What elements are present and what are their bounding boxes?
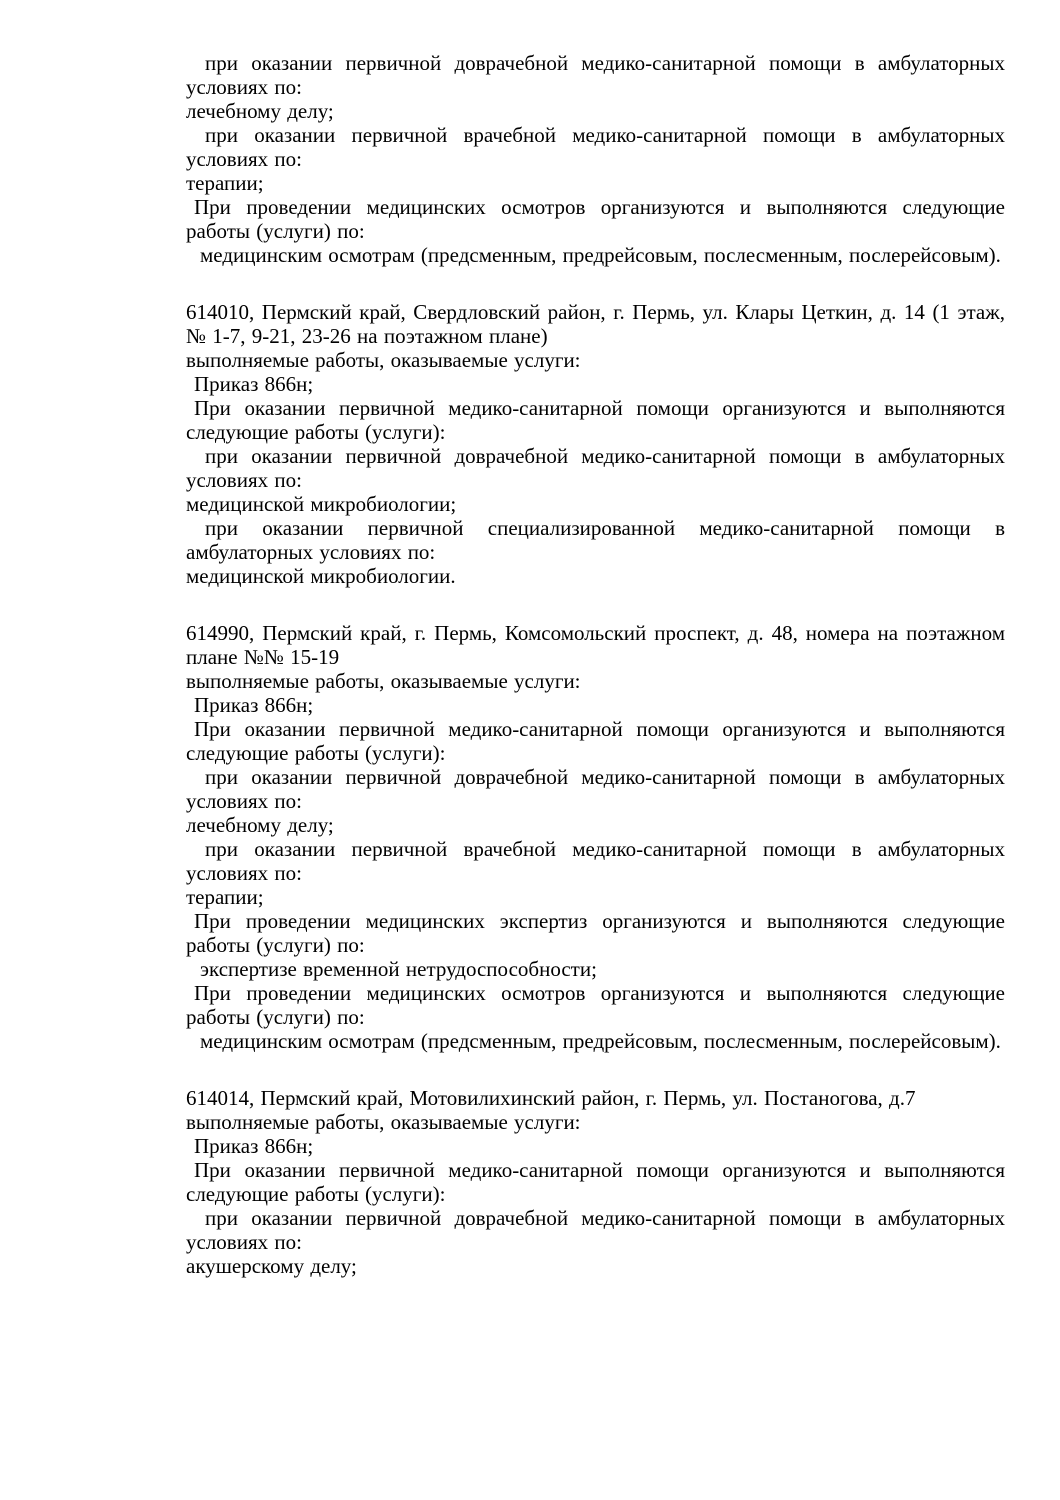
service-paragraph: При оказании первичной медико-санитарной помощи организуются и выполняются следующие работы (услуги): xyxy=(186,717,1005,765)
service-paragraph: При проведении медицинских осмотров организуются и выполняются следующие работы (услуги) по: xyxy=(186,195,1005,243)
service-paragraph: при оказании первичной врачебной медико-санитарной помощи в амбулаторных условиях по: xyxy=(186,123,1005,171)
address-line: 614010, Пермский край, Свердловский район, г. Пермь, ул. Клары Цеткин, д. 14 (1 этаж, № 1-7, 9-21, 23-26 на поэтажном плане) xyxy=(186,300,1005,348)
service-item: медицинской микробиологии. xyxy=(186,564,456,588)
address-line: 614990, Пермский край, г. Пермь, Комсомольский проспект, д. 48, номера на поэтажном плане №№ 15-19 xyxy=(186,621,1005,669)
license-section-614010 xyxy=(186,300,1005,588)
service-paragraph: При проведении медицинских экспертиз организуются и выполняются следующие работы (услуги) по: xyxy=(186,909,1005,957)
order-reference: Приказ 866н; xyxy=(194,1134,314,1158)
service-paragraph: при оказании первичной специализированной медико-санитарной помощи в амбулаторных условиях по: xyxy=(186,516,1005,564)
services-label: выполняемые работы, оказываемые услуги: xyxy=(186,1110,581,1134)
service-paragraph: при оказании первичной доврачебной медико-санитарной помощи в амбулаторных условиях по: xyxy=(186,1206,1005,1254)
license-document xyxy=(186,51,1005,1278)
service-paragraph: при оказании первичной доврачебной медико-санитарной помощи в амбулаторных условиях по: xyxy=(186,765,1005,813)
license-section-continuation xyxy=(186,51,1005,267)
service-item: акушерскому делу; xyxy=(186,1254,357,1278)
service-paragraph: экспертизе временной нетрудоспособности; xyxy=(200,957,597,981)
service-paragraph: При оказании первичной медико-санитарной помощи организуются и выполняются следующие работы (услуги): xyxy=(186,396,1005,444)
service-paragraph: при оказании первичной доврачебной медико-санитарной помощи в амбулаторных условиях по: xyxy=(186,444,1005,492)
services-label: выполняемые работы, оказываемые услуги: xyxy=(186,348,581,372)
service-item: терапии; xyxy=(186,171,264,195)
order-reference: Приказ 866н; xyxy=(194,693,314,717)
service-paragraph: при оказании первичной доврачебной медико-санитарной помощи в амбулаторных условиях по: xyxy=(186,51,1005,99)
license-section-614014 xyxy=(186,1086,1005,1278)
order-reference: Приказ 866н; xyxy=(194,372,314,396)
service-paragraph: медицинским осмотрам (предсменным, предрейсовым, послесменным, послерейсовым). xyxy=(200,243,1001,267)
service-paragraph: При проведении медицинских осмотров организуются и выполняются следующие работы (услуги) по: xyxy=(186,981,1005,1029)
service-item: лечебному делу; xyxy=(186,99,334,123)
services-label: выполняемые работы, оказываемые услуги: xyxy=(186,669,581,693)
address-line: 614014, Пермский край, Мотовилихинский район, г. Пермь, ул. Постаногова, д.7 xyxy=(186,1086,916,1110)
service-paragraph: При оказании первичной медико-санитарной помощи организуются и выполняются следующие работы (услуги): xyxy=(186,1158,1005,1206)
service-item: лечебному делу; xyxy=(186,813,334,837)
service-item: медицинской микробиологии; xyxy=(186,492,457,516)
service-paragraph: медицинским осмотрам (предсменным, предрейсовым, послесменным, послерейсовым). xyxy=(200,1029,1001,1053)
service-paragraph: при оказании первичной врачебной медико-санитарной помощи в амбулаторных условиях по: xyxy=(186,837,1005,885)
license-section-614990 xyxy=(186,621,1005,1053)
service-item: терапии; xyxy=(186,885,264,909)
